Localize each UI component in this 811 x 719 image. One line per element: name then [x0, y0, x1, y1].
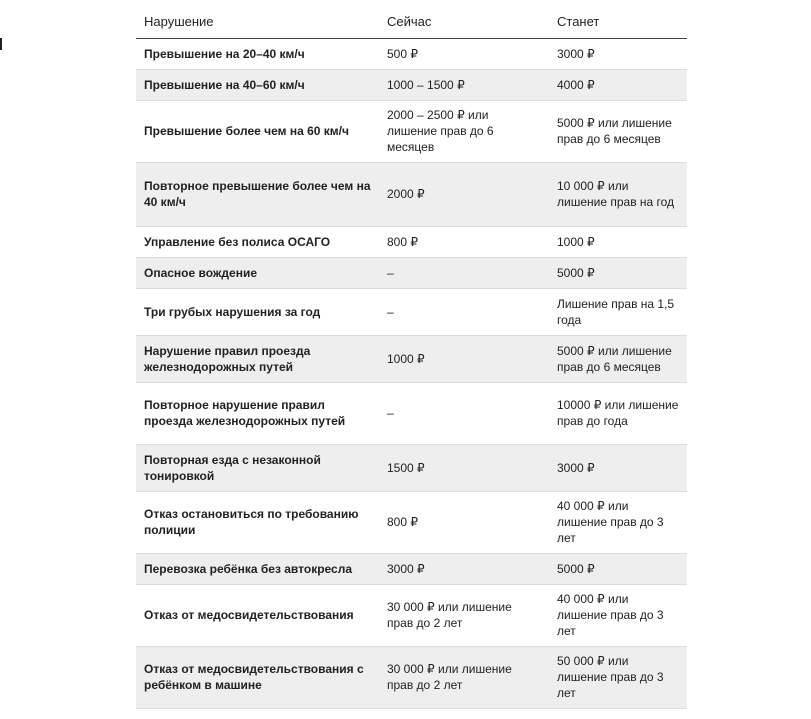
header-will-be: Станет [549, 6, 687, 38]
violation-cell: Перевозка ребёнка без автокресла [136, 553, 379, 584]
now-cell: 3000 ₽ [379, 553, 549, 584]
now-cell: 2000 ₽ [379, 162, 549, 226]
will-be-cell: 40 000 ₽ или лишение прав до 3 лет [549, 491, 687, 553]
violation-cell: Повторное нарушение правил проезда железнодорожных путей [136, 382, 379, 444]
table-row [136, 100, 687, 162]
will-be-cell: 50 000 ₽ или лишение прав до 3 лет [549, 646, 687, 708]
now-cell: 30 000 ₽ или лишение прав до 2 лет [379, 646, 549, 708]
now-cell: 1500 ₽ [379, 444, 549, 491]
violation-cell: Превышение на 40–60 км/ч [136, 69, 379, 100]
table-row [136, 491, 687, 553]
table-row [136, 335, 687, 382]
violation-cell: Превышение более чем на 60 км/ч [136, 100, 379, 162]
violation-cell: Повторная езда с незаконной тонировкой [136, 444, 379, 491]
page-edge-mark [0, 38, 2, 50]
violation-cell: Повторное превышение более чем на 40 км/ч [136, 162, 379, 226]
will-be-cell: 40 000 ₽ или лишение прав до 3 лет [549, 584, 687, 646]
will-be-cell: 10000 ₽ или лишение прав до года [549, 382, 687, 444]
now-cell: 30 000 ₽ или лишение прав до 2 лет [379, 584, 549, 646]
table-row [136, 162, 687, 226]
violation-cell: Отказ от медосвидетельствования [136, 584, 379, 646]
violation-cell: Отказ от медосвидетельствования с ребёнком в машине [136, 646, 379, 708]
table-header-row [136, 6, 687, 38]
now-cell: 800 ₽ [379, 226, 549, 257]
will-be-cell: 5000 ₽ [549, 553, 687, 584]
now-cell: – [379, 257, 549, 288]
violation-cell: Отказ остановиться по требованию полиции [136, 491, 379, 553]
table-row [136, 69, 687, 100]
now-cell: 800 ₽ [379, 491, 549, 553]
now-cell: 1000 – 1500 ₽ [379, 69, 549, 100]
will-be-cell: 5000 ₽ или лишение прав до 6 месяцев [549, 335, 687, 382]
fines-table [136, 6, 687, 709]
will-be-cell: 3000 ₽ [549, 38, 687, 69]
header-violation: Нарушение [136, 6, 379, 38]
violation-cell: Управление без полиса ОСАГО [136, 226, 379, 257]
table-row [136, 288, 687, 335]
will-be-cell: 4000 ₽ [549, 69, 687, 100]
will-be-cell: 3000 ₽ [549, 444, 687, 491]
will-be-cell: 1000 ₽ [549, 226, 687, 257]
table-row [136, 382, 687, 444]
will-be-cell: Лишение прав на 1,5 года [549, 288, 687, 335]
table-row [136, 553, 687, 584]
violation-cell: Нарушение правил проезда железнодорожных путей [136, 335, 379, 382]
will-be-cell: 5000 ₽ или лишение прав до 6 месяцев [549, 100, 687, 162]
now-cell: 2000 – 2500 ₽ или лишение прав до 6 месяцев [379, 100, 549, 162]
now-cell: 1000 ₽ [379, 335, 549, 382]
table-row [136, 38, 687, 69]
now-cell: 500 ₽ [379, 38, 549, 69]
header-now: Сейчас [379, 6, 549, 38]
table-row [136, 444, 687, 491]
now-cell: – [379, 382, 549, 444]
now-cell: – [379, 288, 549, 335]
table-row [136, 257, 687, 288]
will-be-cell: 10 000 ₽ или лишение прав на год [549, 162, 687, 226]
will-be-cell: 5000 ₽ [549, 257, 687, 288]
violation-cell: Три грубых нарушения за год [136, 288, 379, 335]
table-row [136, 226, 687, 257]
table-row [136, 646, 687, 708]
violation-cell: Опасное вождение [136, 257, 379, 288]
violation-cell: Превышение на 20–40 км/ч [136, 38, 379, 69]
table-row [136, 584, 687, 646]
